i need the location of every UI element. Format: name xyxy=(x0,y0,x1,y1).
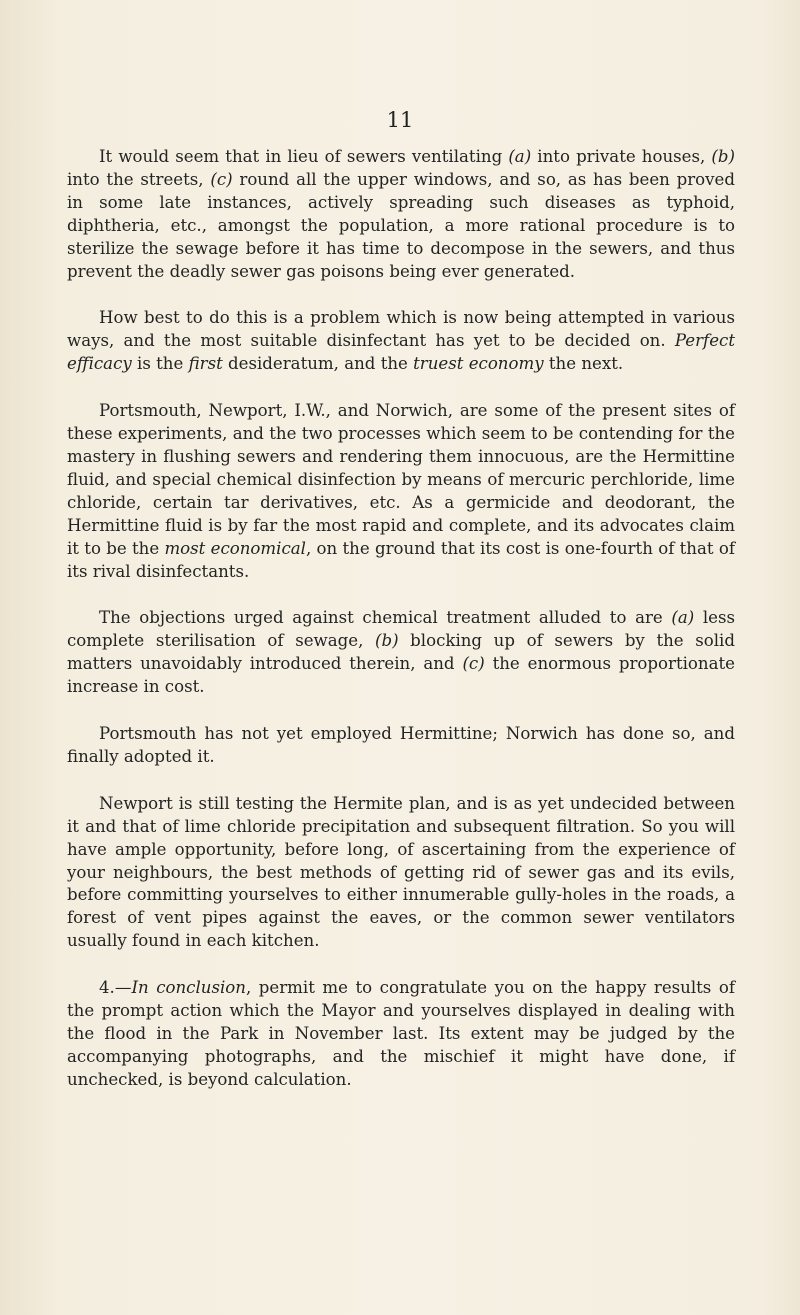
paragraph xyxy=(67,977,735,1092)
italic-text: Perfect efficacy xyxy=(67,331,735,374)
italic-text: In conclusion xyxy=(131,978,246,998)
text-run: less complete sterilisation of sewage, xyxy=(67,608,735,651)
paragraph xyxy=(67,307,735,376)
text-run: It would seem that in lieu of sewers ventilating xyxy=(99,147,509,166)
paragraph xyxy=(67,400,735,583)
italic-text: (c) xyxy=(462,654,485,674)
italic-text: most economical xyxy=(164,538,306,558)
italic-text: (c) xyxy=(210,169,233,189)
text-run: 4.— xyxy=(99,978,132,998)
text-run: desideratum, and the xyxy=(222,354,414,374)
text-run: Portsmouth, Newport, I.W., and Norwich, are some of the present sites of these experiments, and the two processes which seem to be contending for the mastery in flushing sewers and rendering them innocuous, are the Hermittine fluid, and special chemical disinfection by means of mercuric perchloride, lime chloride, certain tar derivatives, etc. As a germicide and deodorant, the Hermittine fluid is by far the most rapid and complete, and its advocates claim it to be the xyxy=(67,401,735,558)
italic-text: first xyxy=(188,354,223,374)
text-run: , on the ground that its cost is one-fourth of that of its rival disinfectants. xyxy=(67,538,735,581)
italic-text: (b) xyxy=(711,147,735,166)
text-run: The objections urged against chemical treatment alluded to are xyxy=(99,608,672,628)
paragraph xyxy=(67,723,735,769)
text-run: the enormous proportionate increase in cost. xyxy=(67,654,735,697)
paragraph xyxy=(67,146,735,283)
text-run: into private houses, xyxy=(531,147,712,166)
text-run: into the streets, xyxy=(67,169,211,189)
text-run: the next. xyxy=(543,354,624,374)
text-run: How best to do this is a problem which is now being attempted in various ways, and the most suitable disinfectant has yet to be decided on. xyxy=(67,308,735,351)
italic-text: (a) xyxy=(671,608,695,628)
body-text xyxy=(67,146,735,1116)
text-run: round all the upper windows, and so, as has been proved in some late instances, actively spreading such diseases as typhoid, diphtheria, etc., amongst the population, a more rational procedure is to sterilize the sewage before it has time to decompose in the sewers, and thus prevent the deadly sewer gas poisons being ever generated. xyxy=(67,169,735,281)
text-run: is the xyxy=(131,354,189,374)
text-run: blocking up of sewers by the solid matters unavoidably introduced therein, and xyxy=(67,631,735,674)
italic-text: (a) xyxy=(508,147,532,166)
text-run: Newport is still testing the Hermite plan, and is as yet undecided between it and that of lime chloride precipitation and subsequent filtration. So you will have ample opportunity, before long, of ascertaining from the experience of your neighbours, the best methods of getting rid of sewer gas and its evils, before committing yourselves to either innumerable gully-holes in the roads, a forest of vent pipes against the eaves, or the common sewer ventilators usually found in each kitchen. xyxy=(67,793,735,951)
text-run: , permit me to congratulate you on the happy results of the prompt action which the Mayor and yourselves displayed in dealing with the flood in the Park in November last. Its extent may be judged by the accompanying photographs, and the mischief it might have done, if unchecked, is beyond calculation. xyxy=(67,978,735,1089)
italic-text: truest economy xyxy=(413,354,544,374)
page-number: 11 xyxy=(386,108,414,132)
paragraph xyxy=(67,793,735,953)
italic-text: (b) xyxy=(374,631,399,651)
paragraph xyxy=(67,607,735,699)
text-run: Portsmouth has not yet employed Hermittine; Norwich has done so, and finally adopted it. xyxy=(67,724,735,766)
